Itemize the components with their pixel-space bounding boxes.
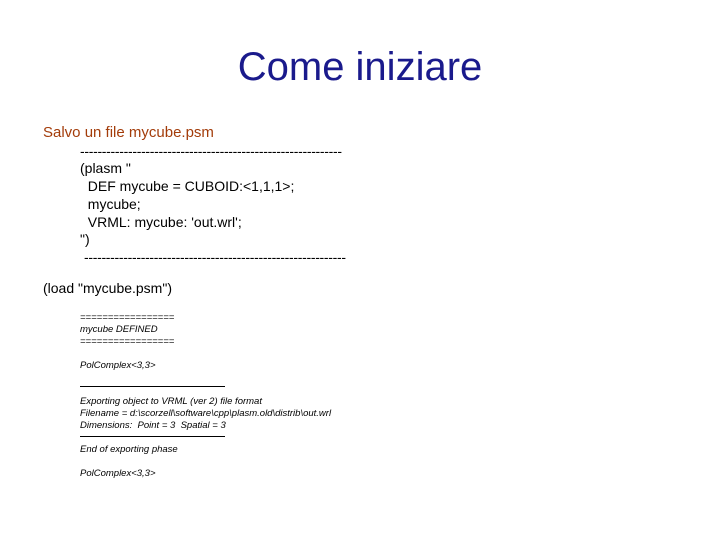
slide-title: Come iniziare bbox=[237, 45, 483, 89]
output-defined: mycube DEFINED bbox=[80, 324, 158, 335]
output-end: End of exporting phase bbox=[80, 444, 178, 455]
code-line-3: mycube; bbox=[80, 196, 141, 212]
output-equals-top: ================= bbox=[80, 312, 175, 323]
code-line-1: (plasm " bbox=[80, 160, 131, 176]
code-line-4: VRML: mycube: 'out.wrl'; bbox=[80, 214, 242, 230]
output-rule-bottom bbox=[80, 436, 225, 437]
output-polcomplex-2: PolComplex<3,3> bbox=[80, 468, 156, 479]
output-exporting: Exporting object to VRML (ver 2) file format bbox=[80, 396, 262, 407]
section-heading: Salvo un file mycube.psm bbox=[43, 124, 214, 141]
separator-bottom: ------------------------------------------------------------ bbox=[84, 249, 346, 265]
output-dimensions: Dimensions: Point = 3 Spatial = 3 bbox=[80, 420, 226, 431]
output-rule-top bbox=[80, 386, 225, 387]
separator-top: ------------------------------------------------------------ bbox=[80, 143, 342, 159]
code-line-5: ") bbox=[80, 231, 90, 247]
output-equals-bottom: ================= bbox=[80, 336, 175, 347]
output-polcomplex-1: PolComplex<3,3> bbox=[80, 360, 156, 371]
code-line-2: DEF mycube = CUBOID:<1,1,1>; bbox=[80, 178, 295, 194]
load-command: (load "mycube.psm") bbox=[43, 280, 172, 296]
output-filename: Filename = d:\scorzell\software\cpp\plasm.old\distrib\out.wrl bbox=[80, 408, 332, 419]
